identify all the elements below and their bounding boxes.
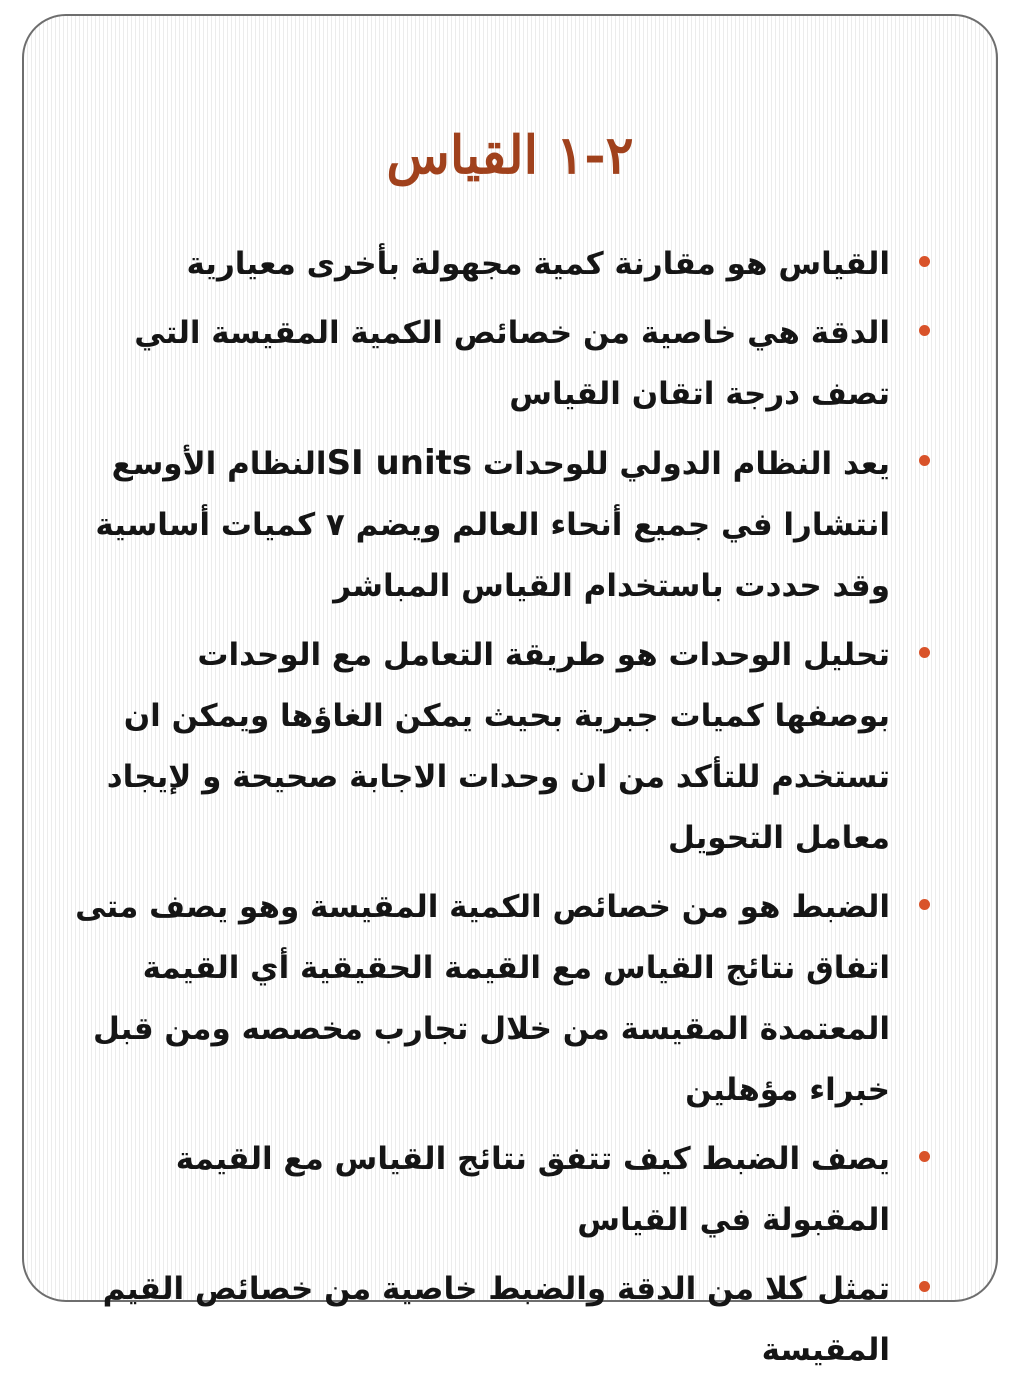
bullet-item xyxy=(74,1259,934,1381)
bullet-dot-icon xyxy=(919,256,930,267)
bullet-item xyxy=(74,433,934,617)
bullet-text: الضبط هو من خصائص الكمية المقيسة وهو يصف متى اتفاق نتائج القياس مع القيمة الحقيقية أي القيمة المعتمدة المقيسة من خلال تجارب مخصصه ومن قبل خبراء مؤهلين xyxy=(75,889,890,1108)
slide xyxy=(22,14,998,1368)
bullet-text-after: النظام الأوسع انتشارا في جميع أنحاء العالم ويضم ٧ كميات أساسية وقد حددت باستخدام القياس المباشر xyxy=(95,446,890,604)
bullet-text-before: يعد النظام الدولي للوحدات xyxy=(472,446,890,482)
bullet-item xyxy=(74,303,934,425)
bullet-item xyxy=(74,625,934,869)
bullet-item xyxy=(74,877,934,1121)
bullet-item xyxy=(74,1129,934,1251)
bullet-dot-icon xyxy=(919,1281,930,1292)
bullet-dot-icon xyxy=(919,899,930,910)
bullet-dot-icon xyxy=(919,647,930,658)
bullet-dot-icon xyxy=(919,455,930,466)
bullet-text: يصف الضبط كيف تتفق نتائج القياس مع القيمة المقبولة في القياس xyxy=(175,1141,890,1238)
bullet-dot-icon xyxy=(919,1151,930,1162)
bullet-list xyxy=(74,234,934,1389)
si-units-term: SI units xyxy=(326,443,473,483)
bullet-dot-icon xyxy=(919,325,930,336)
bullet-text: تمثل كلا من الدقة والضبط خاصية من خصائص القيم المقيسة xyxy=(102,1271,890,1368)
slide-title: ٢-١ القياس xyxy=(386,125,634,186)
bullet-item xyxy=(74,234,934,295)
bullet-text: تحليل الوحدات هو طريقة التعامل مع الوحدات بوصفها كميات جبرية بحيث يمكن الغاؤها ويمكن ان تستخدم للتأكد من ان وحدات الاجابة صحيحة و لإيجاد معامل التحويل xyxy=(106,637,890,856)
bullet-text: القياس هو مقارنة كمية مجهولة بأخرى معيارية xyxy=(186,246,890,282)
bullet-text: الدقة هي خاصية من خصائص الكمية المقيسة التي تصف درجة اتقان القياس xyxy=(134,315,890,412)
